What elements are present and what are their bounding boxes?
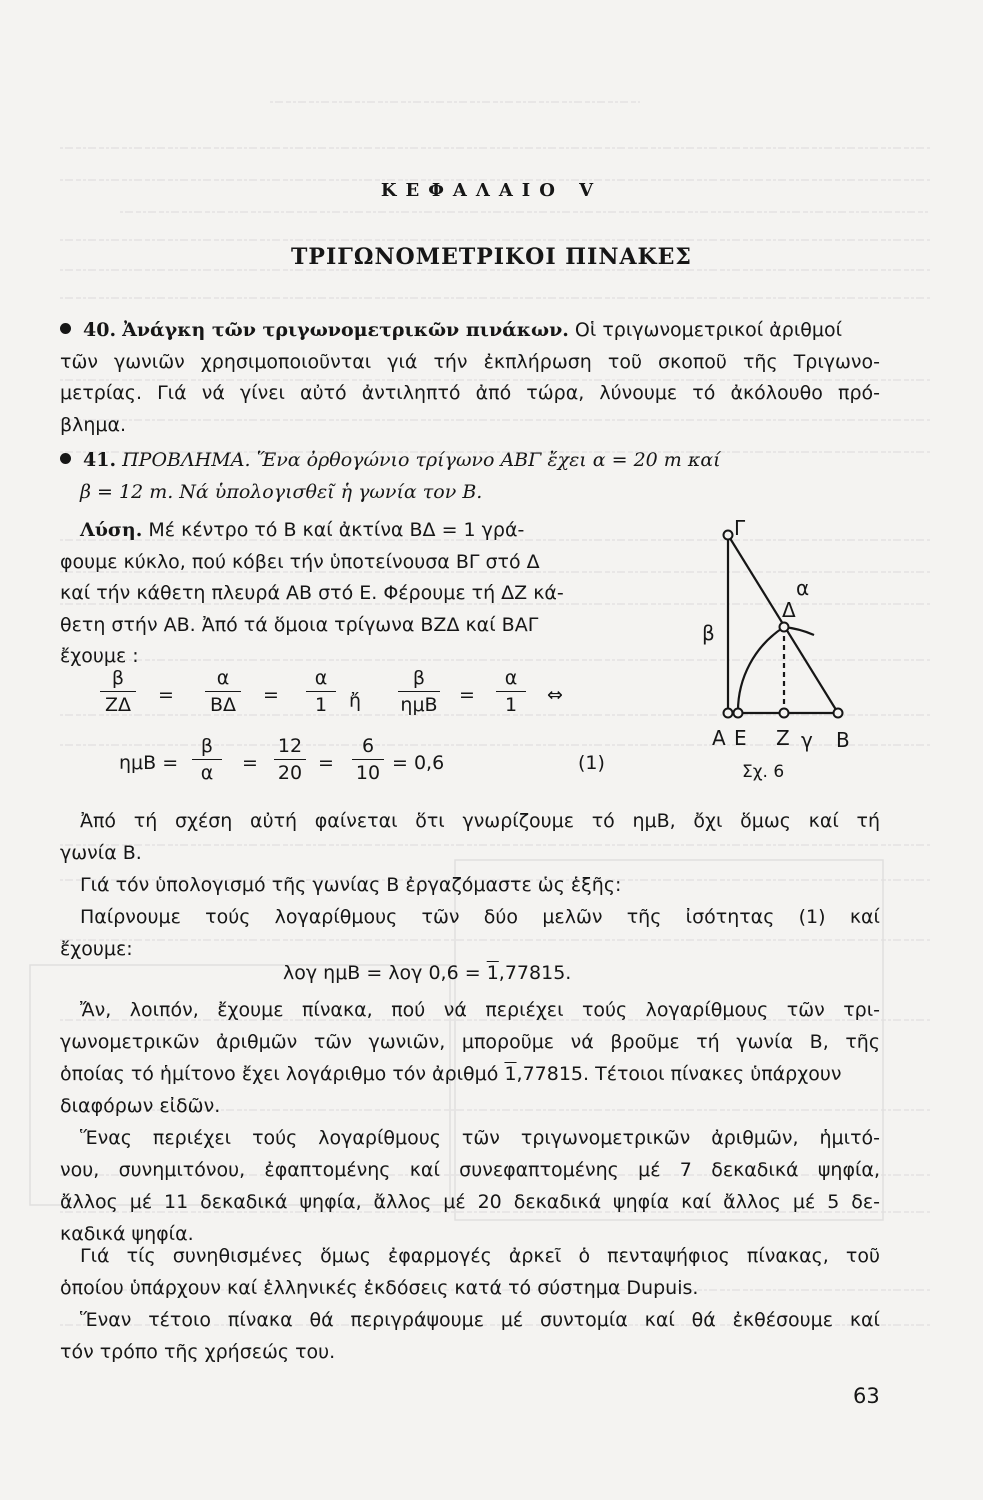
label-beta: β xyxy=(702,621,715,645)
problem-statement: Ἕνα ὀρθογώνιο τρίγωνο ΑΒΓ ἔχει α = 20 m καί xyxy=(256,449,721,471)
label-A: Α xyxy=(712,726,726,750)
p1-line1: Ἀπό τή σχέση αὐτή φαίνεται ὅτι γνωρίζουμε τό ημΒ, ὄχι ὅμως καί τή xyxy=(80,810,880,832)
p7-line2: τόν τρόπο τῆς χρήσεώς του. xyxy=(60,1341,336,1363)
body-text-3 xyxy=(60,1240,880,1368)
sine-lhs: ημΒ = xyxy=(119,752,179,774)
page-number: 63 xyxy=(853,1384,880,1408)
label-delta: Δ xyxy=(782,598,796,622)
p3-line2: ἔχουμε: xyxy=(60,938,133,960)
section-40-line3: μετρίας. Γιά νά γίνει αὐτό ἀντιληπτό ἀπό τώρα, λύνουμε τό ἀκόλουθο πρό- xyxy=(60,382,880,404)
p4-line1: Ἄν, λοιπόν, ἔχουμε πίνακα, πού νά περιέχει τούς λογαρίθμους τῶν τρι- xyxy=(80,999,880,1021)
section-40-line1 xyxy=(60,315,880,347)
circle-arc xyxy=(738,627,814,713)
section-number: 40. xyxy=(83,319,117,341)
p6-line2: ὁποίου ὑπάρχουν καί ἑλληνικές ἐκδόσεις κατά τό σύστημα Dupuis. xyxy=(60,1277,699,1299)
bullet-icon xyxy=(60,453,71,464)
equals-sign: = xyxy=(318,752,334,774)
solution-line1: Λύση. Μέ κέντρο τό Β καί ἀκτίνα ΒΔ = 1 γρά- xyxy=(80,519,525,541)
solution-body xyxy=(60,547,640,673)
problem-line1 xyxy=(60,445,880,477)
section-text: Οἱ τριγωνομετρικοί ἀριθμοί xyxy=(568,319,843,341)
p5-line4: καδικά ψηφία. xyxy=(60,1223,194,1245)
section-heading: Ἀνάγκη τῶν τριγωνομετρικῶν πινάκων. xyxy=(122,319,569,341)
p1-line2: γωνία Β. xyxy=(60,842,142,864)
label-gamma: Γ xyxy=(734,516,746,540)
section-number: 41. xyxy=(83,449,117,471)
equals-sign: = xyxy=(459,684,475,706)
p6-line1: Γιά τίς συνηθισμένες ὅμως ἐφαρμογές ἀρκεῖ ὁ πενταψήφιος πίνακας, τοῦ xyxy=(80,1245,880,1267)
body-text xyxy=(60,805,880,965)
log-equation: λογ ημΒ = λογ 0,6 = 1,77815. xyxy=(283,962,572,984)
iff-arrow: ⇔ xyxy=(547,684,563,706)
p5-line1: Ἕνας περιέχει τούς λογαρίθμους τῶν τριγωνομετρικῶν ἀριθμῶν, ἡμιτό- xyxy=(80,1127,880,1149)
problem-label: ΠΡΟΒΛΗΜΑ. xyxy=(122,449,251,471)
fraction: β ημΒ xyxy=(398,667,440,716)
fraction: 12 20 xyxy=(274,735,306,784)
problem-line2: β = 12 m. Νά ὑπολογισθεῖ ἡ γωνία τον Β. xyxy=(80,480,483,503)
p5-line2: νου, συνημιτόνου, ἐφαπτομένης καί συνεφαπτομένης μέ 7 δεκαδικά ψηφία, xyxy=(60,1159,880,1181)
point-Z xyxy=(780,709,789,718)
equals-sign: = xyxy=(242,752,258,774)
section-40 xyxy=(60,315,880,441)
solution-line3: καί τήν κάθετη πλευρά ΑΒ στό Ε. Φέρουμε τή ΔΖ κά- xyxy=(60,582,564,604)
label-E: Ε xyxy=(734,726,747,750)
label-B: Β xyxy=(836,728,850,752)
p7-line1: Ἕναν τέτοιο πίνακα θά περιγράψουμε μέ συντομία καί θά ἐκθέσουμε καί xyxy=(80,1309,880,1331)
fraction: α ΒΔ xyxy=(205,667,241,716)
fraction: 6 10 xyxy=(352,735,384,784)
p3-line1: Παίρνουμε τούς λογαρίθμους τῶν δύο μελῶν τῆς ἰσότητας (1) καί xyxy=(80,906,880,928)
p4-line4: διαφόρων εἰδῶν. xyxy=(60,1095,221,1117)
section-40-line2: τῶν γωνιῶν χρησιμοποιοῦνται γιά τήν ἐκπλήρωση τοῦ σκοποῦ τῆς Τριγωνο- xyxy=(60,350,880,373)
figure-caption: Σχ. 6 xyxy=(742,762,785,782)
point-gamma xyxy=(724,531,733,540)
chapter-heading: ΚΕΦΑΛΑΙΟ V xyxy=(380,180,603,201)
solution-label: Λύση. xyxy=(80,519,143,541)
chapter-title: ΤΡΙΓΩΝΟΜΕΤΡΙΚΟΙ ΠΙΝΑΚΕΣ xyxy=(291,244,692,270)
point-E xyxy=(734,709,743,718)
section-40-line4: βλημα. xyxy=(60,413,127,436)
p4-line3: ὁποίας τό ἡμίτονο ἔχει λογάριθμο τόν ἀριθμό 1,77815. Τέτοιοι πίνακες ὑπάρχουν xyxy=(60,1063,842,1085)
fraction: α 1 xyxy=(306,667,336,716)
fraction: β ΖΔ xyxy=(100,667,136,716)
section-41 xyxy=(60,445,880,508)
solution xyxy=(80,515,640,547)
solution-line4: θετη στήν ΑΒ. Ἀπό τά ὅμοια τρίγωνα ΒΖΔ καί ΒΑΓ xyxy=(60,613,539,636)
point-delta xyxy=(780,623,789,632)
or-word: ἤ xyxy=(349,690,362,712)
label-Z: Ζ xyxy=(776,726,790,750)
body-text-2 xyxy=(60,994,880,1250)
label-gamma-small: γ xyxy=(801,728,813,752)
solution-line2: φουμε κύκλο, πού κόβει τήν ὑποτείνουσα ΒΓ στό Δ xyxy=(60,550,540,573)
p4-line2: γωνομετρικῶν ἀριθμῶν τῶν γωνιῶν, μποροῦμε νά βροῦμε τή γωνία Β, τῆς xyxy=(60,1031,880,1053)
label-alpha: α xyxy=(796,576,810,600)
equation-label: (1) xyxy=(578,752,605,774)
equals-sign: = xyxy=(263,684,279,706)
fraction: α 1 xyxy=(496,667,526,716)
p5-line3: ἄλλος μέ 11 δεκαδικά ψηφία, ἄλλος μέ 20 δεκαδικά ψηφία καί ἄλλος μέ 5 δε- xyxy=(60,1191,880,1213)
p2: Γιά τόν ὑπολογισμό τῆς γωνίας Β ἐργαζόμαστε ὡς ἑξῆς: xyxy=(80,874,622,896)
solution-line5: ἔχουμε : xyxy=(60,645,139,667)
fraction: β α xyxy=(192,735,222,784)
bullet-icon xyxy=(60,323,71,334)
overbar-digit: 1 xyxy=(504,1063,517,1085)
figure-6 xyxy=(690,515,870,785)
equals-sign: = xyxy=(158,684,174,706)
point-B xyxy=(834,709,843,718)
sine-result: = 0,6 xyxy=(392,752,445,774)
point-A xyxy=(724,709,733,718)
overbar-digit: 1 xyxy=(486,962,499,984)
